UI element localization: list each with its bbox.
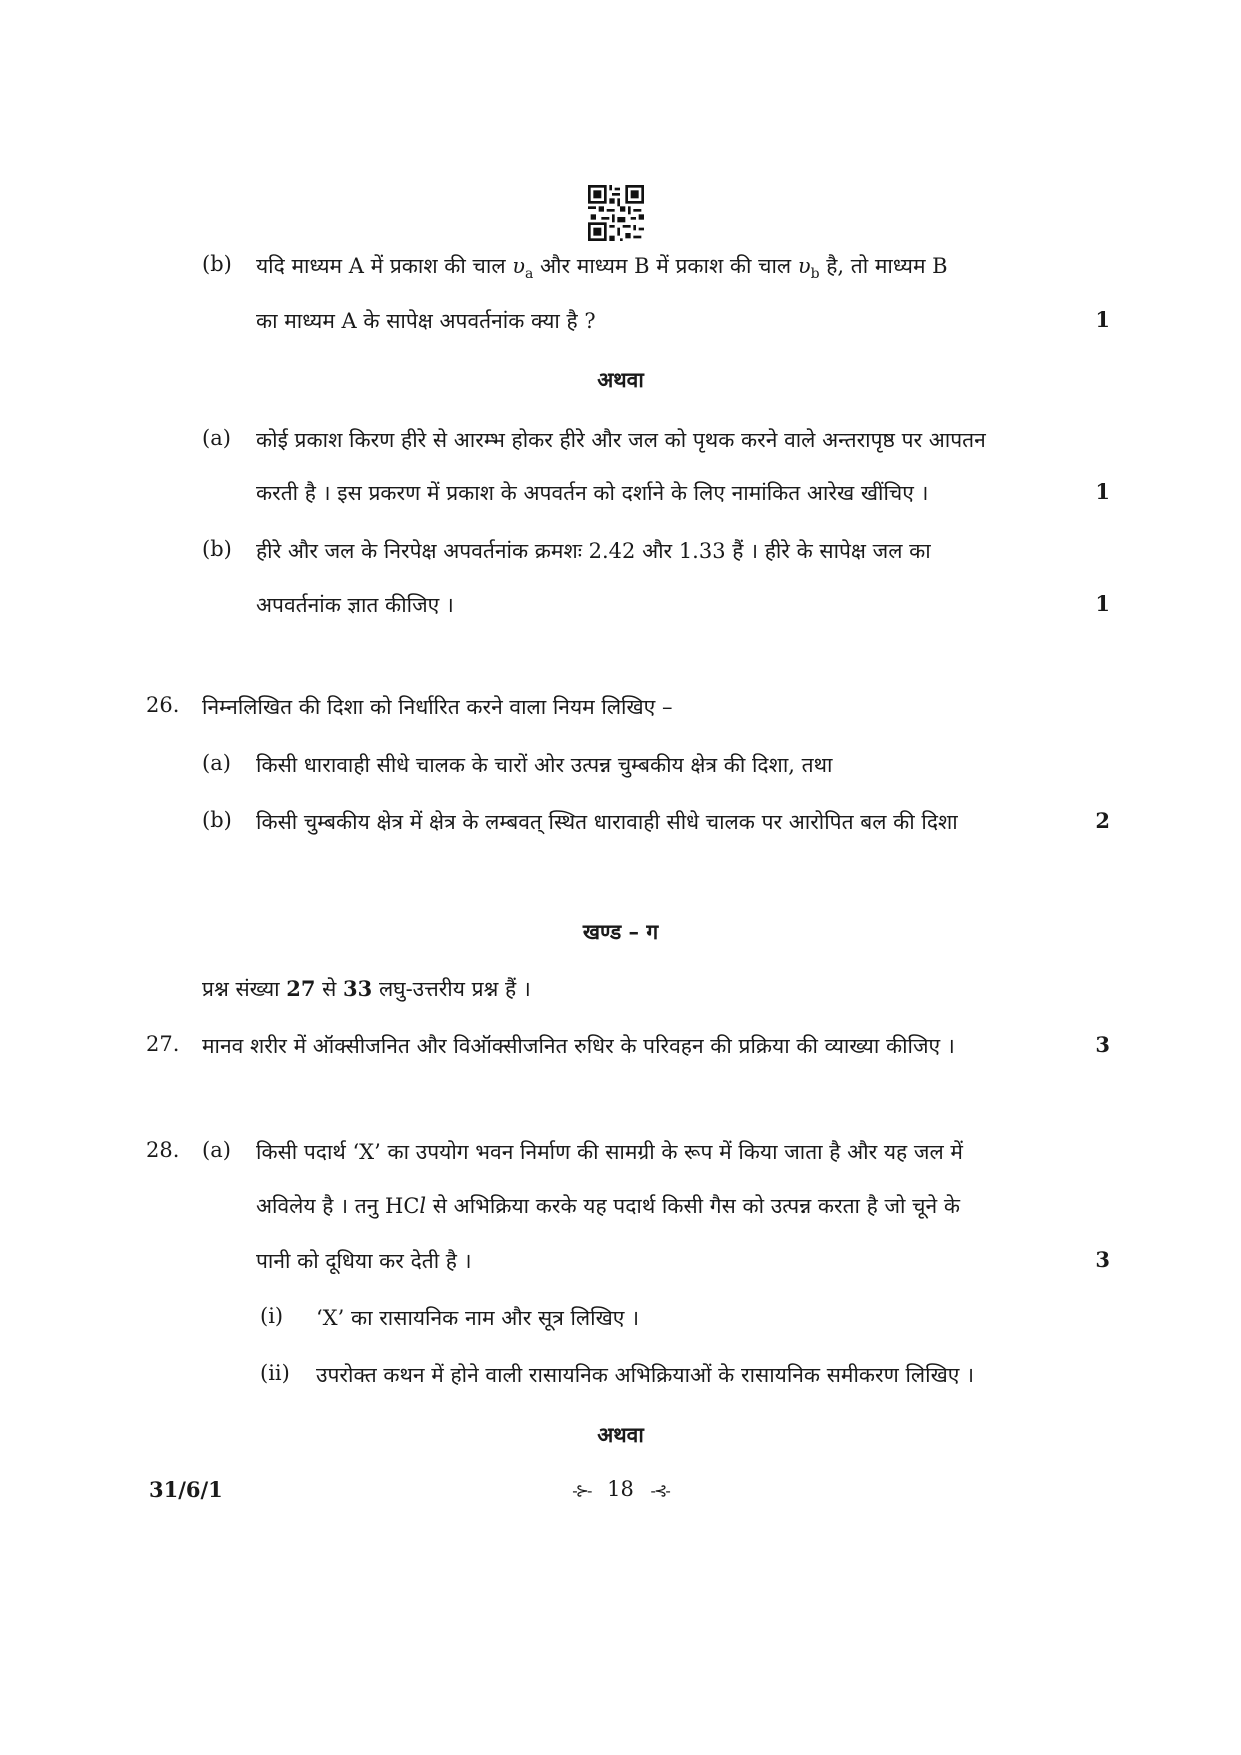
q28-i-text: ‘X’ का रासायनिक नाम और सूत्र लिखिए । bbox=[316, 1306, 640, 1330]
q28-i-label: (i) bbox=[260, 1304, 284, 1328]
q26-a-text: किसी धारावाही सीधे चालक के चारों ओर उत्पन्न चुम्बकीय क्षेत्र की दिशा, तथा bbox=[256, 753, 833, 777]
q25-alt-a-line2: करती है । इस प्रकरण में प्रकाश के अपवर्तन को दर्शाने के लिए नामांकित आरेख खींचिए । bbox=[256, 481, 929, 505]
q25-b-line2: का माध्यम A के सापेक्ष अपवर्तनांक क्या है ? bbox=[256, 309, 596, 333]
section-intro-start: 27 bbox=[286, 976, 316, 1001]
q28-ii-text: उपरोक्त कथन में होने वाली रासायनिक अभिक्रियाओं के रासायनिक समीकरण लिखिए । bbox=[316, 1363, 975, 1387]
section-title: खण्ड – ग bbox=[582, 919, 659, 944]
q27-number: 27. bbox=[146, 1032, 180, 1056]
section-intro-post: लघु-उत्तरीय प्रश्न हैं । bbox=[372, 977, 531, 1001]
q27-text: मानव शरीर में ऑक्सीजनित और विऑक्सीजनित रुधिर के परिवहन की प्रक्रिया की व्याख्या कीजिए । bbox=[202, 1034, 955, 1058]
q25-alt-b-line1: हीरे और जल के निरपेक्ष अपवर्तनांक क्रमशः 2.42 और 1.33 हैं । हीरे के सापेक्ष जल का bbox=[256, 539, 931, 563]
q25-b-line1-mid: और माध्यम B में प्रकाश की चाल bbox=[533, 254, 798, 278]
q28-ii-label: (ii) bbox=[260, 1361, 290, 1385]
q26-b-label: (b) bbox=[202, 808, 232, 832]
q25-b-line1-post: है, तो माध्यम B bbox=[819, 254, 948, 278]
section-intro bbox=[202, 975, 531, 1003]
q28-a-line2-pre: अविलेय है । तनु HC bbox=[256, 1194, 420, 1218]
q28-number: 28. bbox=[146, 1138, 180, 1162]
q25-b-marks: 1 bbox=[1095, 307, 1110, 332]
qr-code-icon bbox=[588, 185, 644, 241]
q26-number: 26. bbox=[146, 693, 180, 717]
left-ornament-icon: -⊱- bbox=[572, 1481, 591, 1500]
q25-alt-b-label: (b) bbox=[202, 537, 232, 561]
q26-marks: 2 bbox=[1095, 808, 1110, 833]
q27-marks: 3 bbox=[1095, 1032, 1110, 1057]
q25-alt-a-line1: कोई प्रकाश किरण हीरे से आरम्भ होकर हीरे और जल को पृथक करने वाले अन्तरापृष्ठ पर आपतन bbox=[256, 428, 986, 452]
q26-stem: निम्नलिखित की दिशा को निर्धारित करने वाला नियम लिखिए – bbox=[202, 695, 673, 719]
page-number: 18 bbox=[607, 1477, 634, 1501]
q28-marks: 3 bbox=[1095, 1247, 1110, 1272]
q25-alt-a-marks: 1 bbox=[1095, 479, 1110, 504]
speed-a-symbol: υ bbox=[512, 254, 526, 278]
q25-alt-a-label: (a) bbox=[202, 426, 231, 450]
q28-a-line3: पानी को दूधिया कर देती है । bbox=[256, 1249, 472, 1273]
q28-or-label: अथवा bbox=[597, 1422, 644, 1447]
speed-b-symbol: υ bbox=[797, 254, 811, 278]
q25-or-label: अथवा bbox=[597, 367, 644, 392]
q26-b-text: किसी चुम्बकीय क्षेत्र में क्षेत्र के लम्बवत् स्थित धारावाही सीधे चालक पर आरोपित बल की दिशा bbox=[256, 810, 958, 834]
speed-a-subscript: a bbox=[525, 266, 534, 283]
q25-alt-b-line2: अपवर्तनांक ज्ञात कीजिए । bbox=[256, 593, 454, 617]
page-footer bbox=[0, 1477, 1241, 1501]
q25-b-line1 bbox=[256, 252, 948, 282]
chlorine-l-italic: l bbox=[419, 1194, 427, 1218]
q28-a-line1: किसी पदार्थ ‘X’ का उपयोग भवन निर्माण की सामग्री के रूप में किया जाता है और यह जल में bbox=[256, 1140, 963, 1164]
speed-b-subscript: b bbox=[810, 266, 820, 283]
q28-a-line2 bbox=[256, 1192, 960, 1220]
right-ornament-icon: -⊰- bbox=[650, 1481, 669, 1500]
paper-code: 31/6/1 bbox=[149, 1477, 223, 1502]
section-intro-pre: प्रश्न संख्या bbox=[202, 977, 287, 1001]
q25-b-line1-pre: यदि माध्यम A में प्रकाश की चाल bbox=[256, 254, 513, 278]
section-intro-end: 33 bbox=[343, 976, 373, 1001]
q26-a-label: (a) bbox=[202, 751, 231, 775]
q25-b-label: (b) bbox=[202, 252, 232, 276]
q25-alt-b-marks: 1 bbox=[1095, 591, 1110, 616]
q28-a-label: (a) bbox=[202, 1138, 231, 1162]
section-intro-mid: से bbox=[315, 977, 344, 1001]
q28-a-line2-post: से अभिक्रिया करके यह पदार्थ किसी गैस को उत्पन्न करता है जो चूने के bbox=[426, 1194, 960, 1218]
